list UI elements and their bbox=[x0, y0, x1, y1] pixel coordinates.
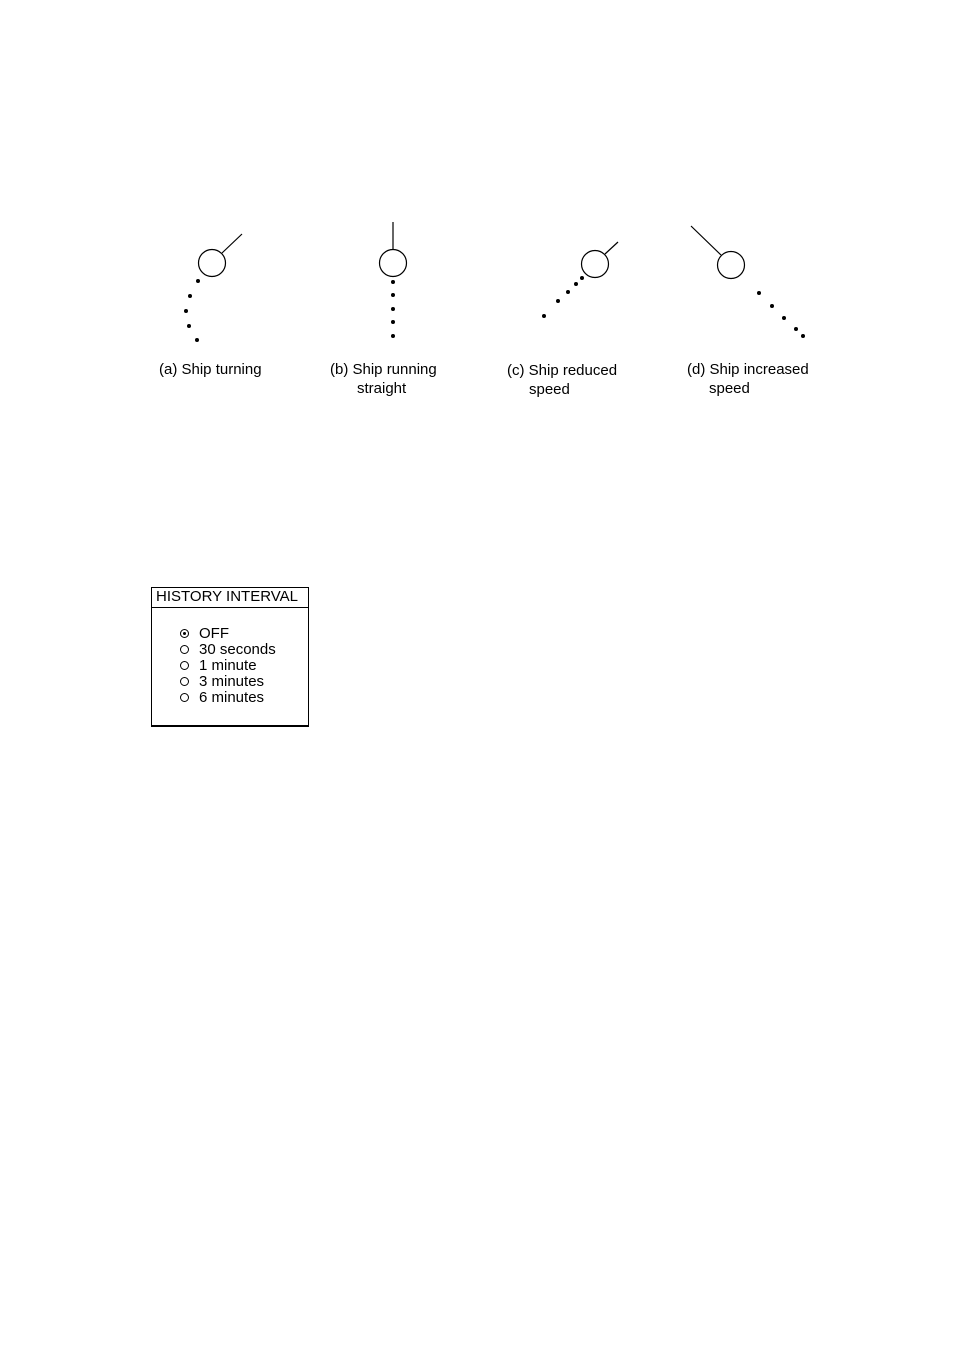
history-dot bbox=[794, 327, 798, 331]
history-dot bbox=[556, 299, 560, 303]
history-dot bbox=[196, 279, 200, 283]
history-dot bbox=[391, 293, 395, 297]
ship-symbol bbox=[380, 250, 407, 277]
option-1-minute[interactable] bbox=[180, 658, 276, 674]
history-dot bbox=[770, 304, 774, 308]
option-label: 1 minute bbox=[199, 657, 257, 674]
caption-line: (d) Ship increased bbox=[687, 361, 809, 378]
caption-ship-turning bbox=[159, 360, 262, 379]
history-dot bbox=[391, 280, 395, 284]
history-dot bbox=[188, 294, 192, 298]
radio-icon[interactable] bbox=[180, 645, 189, 654]
option-30-seconds[interactable] bbox=[180, 642, 276, 658]
diagram-ship-straight bbox=[380, 222, 407, 338]
heading-line bbox=[691, 226, 721, 255]
heading-line bbox=[605, 242, 618, 254]
option-off[interactable] bbox=[180, 626, 276, 642]
ship-history-diagram bbox=[0, 0, 954, 500]
radio-icon[interactable] bbox=[180, 693, 189, 702]
history-dot bbox=[757, 291, 761, 295]
history-dot bbox=[391, 320, 395, 324]
history-dot bbox=[195, 338, 199, 342]
caption-line: (c) Ship reduced bbox=[507, 362, 618, 379]
history-dot bbox=[542, 314, 546, 318]
menu-options bbox=[180, 626, 276, 706]
history-dot bbox=[782, 316, 786, 320]
caption-ship-increased-speed bbox=[687, 360, 809, 398]
radio-icon[interactable] bbox=[180, 661, 189, 670]
history-dot bbox=[187, 324, 191, 328]
history-dot bbox=[801, 334, 805, 338]
diagram-ship-turning bbox=[184, 234, 242, 342]
option-6-minutes[interactable] bbox=[180, 690, 276, 706]
heading-line bbox=[222, 234, 242, 253]
ship-symbol bbox=[718, 252, 745, 279]
ship-symbol bbox=[199, 250, 226, 277]
history-dot bbox=[391, 307, 395, 311]
option-label: 3 minutes bbox=[199, 673, 265, 690]
caption-line: speed bbox=[529, 381, 570, 398]
option-label: OFF bbox=[199, 625, 229, 642]
diagram-ship-increased-speed bbox=[691, 226, 805, 338]
history-dot bbox=[391, 334, 395, 338]
diagram-ship-reduced-speed bbox=[542, 242, 618, 318]
caption-line: straight bbox=[357, 380, 407, 397]
ship-symbol bbox=[582, 251, 609, 278]
menu-title: HISTORY INTERVAL bbox=[152, 588, 308, 608]
caption-line: speed bbox=[709, 380, 750, 397]
history-interval-menu bbox=[151, 587, 309, 727]
option-label: 6 minutes bbox=[199, 689, 265, 706]
history-dot bbox=[184, 309, 188, 313]
caption-ship-straight bbox=[330, 360, 437, 398]
caption-line: (a) Ship turning bbox=[159, 361, 262, 378]
history-dot bbox=[566, 290, 570, 294]
caption-line: (b) Ship running bbox=[330, 361, 437, 378]
option-label: 30 seconds bbox=[199, 641, 276, 658]
history-dot bbox=[574, 282, 578, 286]
option-3-minutes[interactable] bbox=[180, 674, 276, 690]
history-dot bbox=[580, 276, 584, 280]
radio-icon[interactable] bbox=[180, 677, 189, 686]
caption-ship-reduced-speed bbox=[507, 361, 617, 399]
radio-icon[interactable] bbox=[180, 629, 189, 638]
